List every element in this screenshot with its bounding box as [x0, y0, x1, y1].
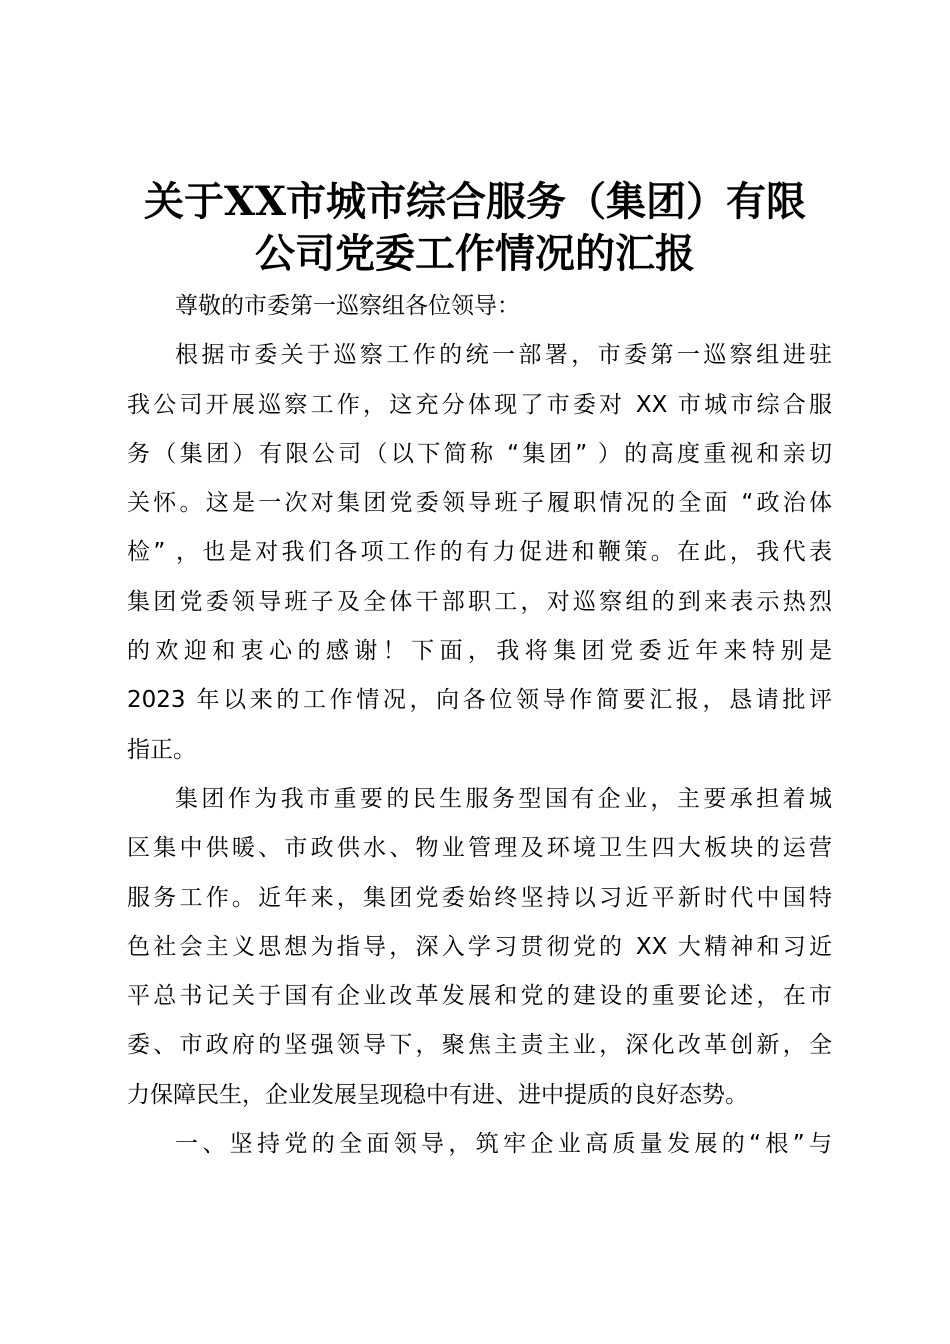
paragraph1-line: 关怀。这是一次对集团党委领导班子履职情况的全面 “政治体 [127, 490, 832, 517]
paragraph2-line: 力保障民生，企业发展呈现稳中有进、进中提质的良好态势。 [127, 1081, 748, 1108]
paragraph2-line: 色社会主义思想为指导，深入学习贯彻党的 XX 大精神和习近 [127, 933, 832, 960]
section-heading-1: 一、坚持党的全面领导，筑牢企业高质量发展的“根”与 [175, 1131, 832, 1158]
paragraph1-line: 我公司开展巡察工作，这充分体现了市委对 XX 市城市综合服 [127, 391, 832, 418]
paragraph2-line: 区集中供暖、市政供水、物业管理及环境卫生四大板块的运营 [127, 835, 832, 862]
paragraph2-line: 集团作为我市重要的民生服务型国有企业，主要承担着城 [175, 785, 832, 812]
paragraph1-line: 集团党委领导班子及全体干部职工，对巡察组的到来表示热烈 [127, 588, 832, 615]
salutation: 尊敬的市委第一巡察组各位领导： [175, 293, 520, 319]
paragraph1-line: 检” ，也是对我们各项工作的有力促进和鞭策。在此，我代表 [127, 539, 832, 566]
paragraph1-line: 指正。 [127, 736, 196, 763]
paragraph1-line: 的欢迎和衷心的感谢！下面，我将集团党委近年来特别是 [127, 638, 832, 665]
paragraph1-line: 2023 年以来的工作情况，向各位领导作简要汇报，恳请批评 [127, 687, 832, 714]
paragraph1-line: 根据市委关于巡察工作的统一部署，市委第一巡察组进驻 [175, 342, 832, 369]
document-title [110, 176, 840, 280]
document-body [127, 282, 832, 1169]
paragraph2-line: 平总书记关于国有企业改革发展和党的建设的重要论述，在市 [127, 983, 832, 1010]
paragraph1-line: 务（集团）有限公司（以下简称 “集团” ）的高度重视和亲切 [127, 440, 832, 467]
paragraph2-line: 服务工作。近年来，集团党委始终坚持以习近平新时代中国特 [127, 884, 832, 911]
title-line-1: 关于XX市城市综合服务（集团）有限 [143, 178, 807, 225]
title-line-2: 公司党委工作情况的汇报 [255, 230, 695, 277]
paragraph2-line: 委、市政府的坚强领导下，聚焦主责主业，深化改革创新，全 [127, 1032, 832, 1059]
